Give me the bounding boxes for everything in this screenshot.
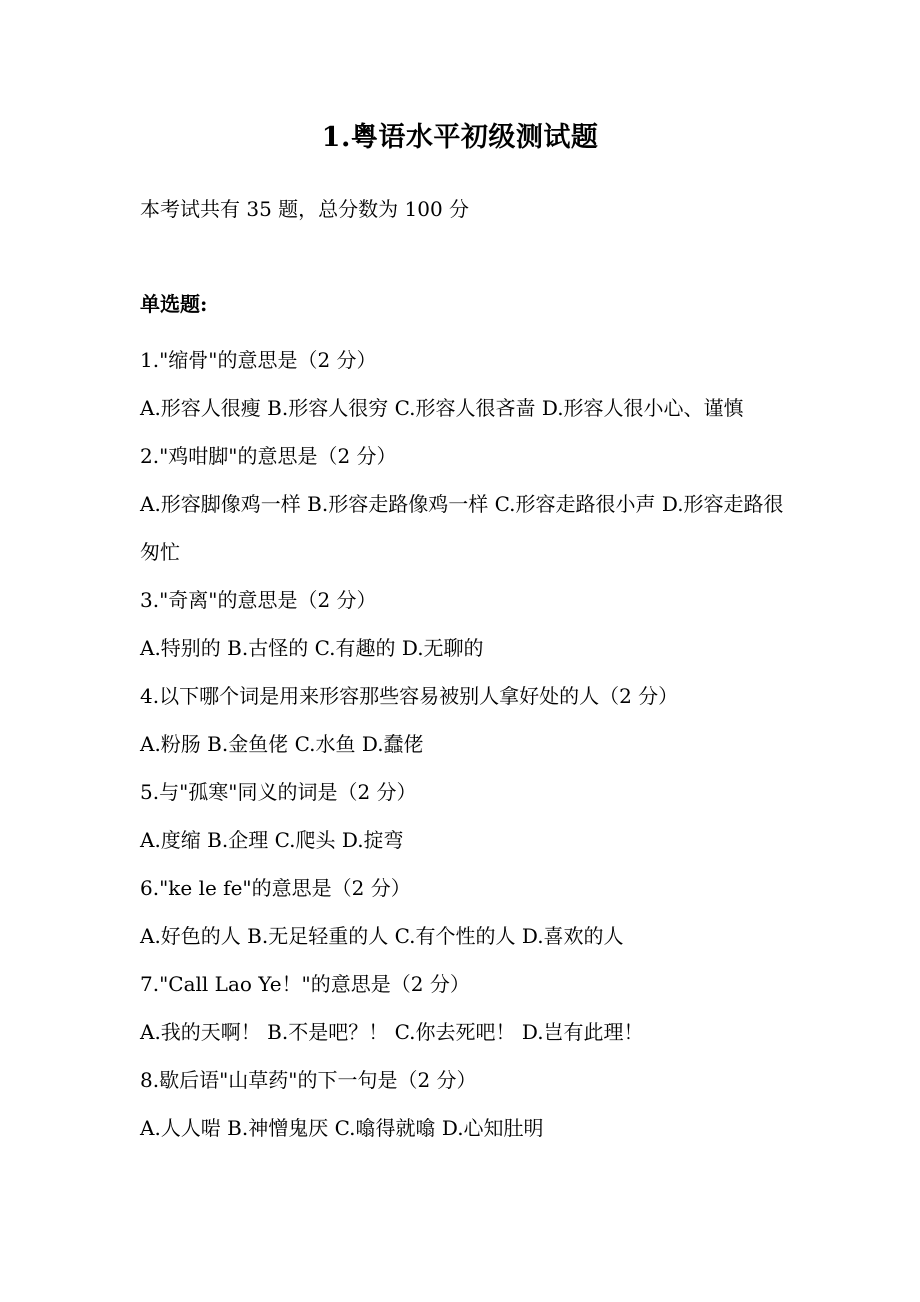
question-item [140, 336, 800, 432]
document-title: 1.粤语水平初级测试题 [321, 122, 599, 153]
question-item [140, 1056, 800, 1152]
question-stem: 4.以下哪个词是用来形容那些容易被别人拿好处的人（2 分） [140, 684, 679, 708]
question-stem: 1."缩骨"的意思是（2 分） [140, 348, 377, 372]
question-item [140, 576, 800, 672]
question-options: A.形容脚像鸡一样 B.形容走路像鸡一样 C.形容走路很小声 D.形容走路很匆忙 [140, 492, 784, 564]
question-stem: 8.歇后语"山草药"的下一句是（2 分） [140, 1068, 477, 1092]
question-options: A.形容人很瘦 B.形容人很穷 C.形容人很吝啬 D.形容人很小心、谨慎 [140, 396, 744, 420]
question-list [140, 336, 800, 1152]
question-item [140, 768, 800, 864]
question-options: A.度缩 B.企理 C.爬头 D.掟弯 [140, 828, 404, 852]
question-stem: 6."ke le fe"的意思是（2 分） [140, 876, 411, 900]
question-stem: 5.与"孤寒"同义的词是（2 分） [140, 780, 417, 804]
question-options: A.人人啱 B.神憎鬼厌 C.噏得就噏 D.心知肚明 [140, 1116, 544, 1140]
question-stem: 2."鸡咁脚"的意思是（2 分） [140, 444, 397, 468]
question-stem: 7."Call Lao Ye！"的意思是（2 分） [140, 972, 470, 996]
question-options: A.粉肠 B.金鱼佬 C.水鱼 D.蠢佬 [140, 732, 424, 756]
question-options: A.特别的 B.古怪的 C.有趣的 D.无聊的 [140, 636, 484, 660]
question-item [140, 960, 800, 1056]
question-item [140, 432, 800, 576]
question-options: A.我的天啊！ B.不是吧？！ C.你去死吧！ D.岂有此理！ [140, 1020, 644, 1044]
question-options: A.好色的人 B.无足轻重的人 C.有个性的人 D.喜欢的人 [140, 924, 624, 948]
question-stem: 3."奇离"的意思是（2 分） [140, 588, 377, 612]
question-item [140, 672, 800, 768]
exam-intro: 本考试共有 35 题，总分数为 100 分 [140, 197, 470, 221]
question-item [140, 864, 800, 960]
section-heading-single-choice: 单选题: [140, 292, 208, 316]
